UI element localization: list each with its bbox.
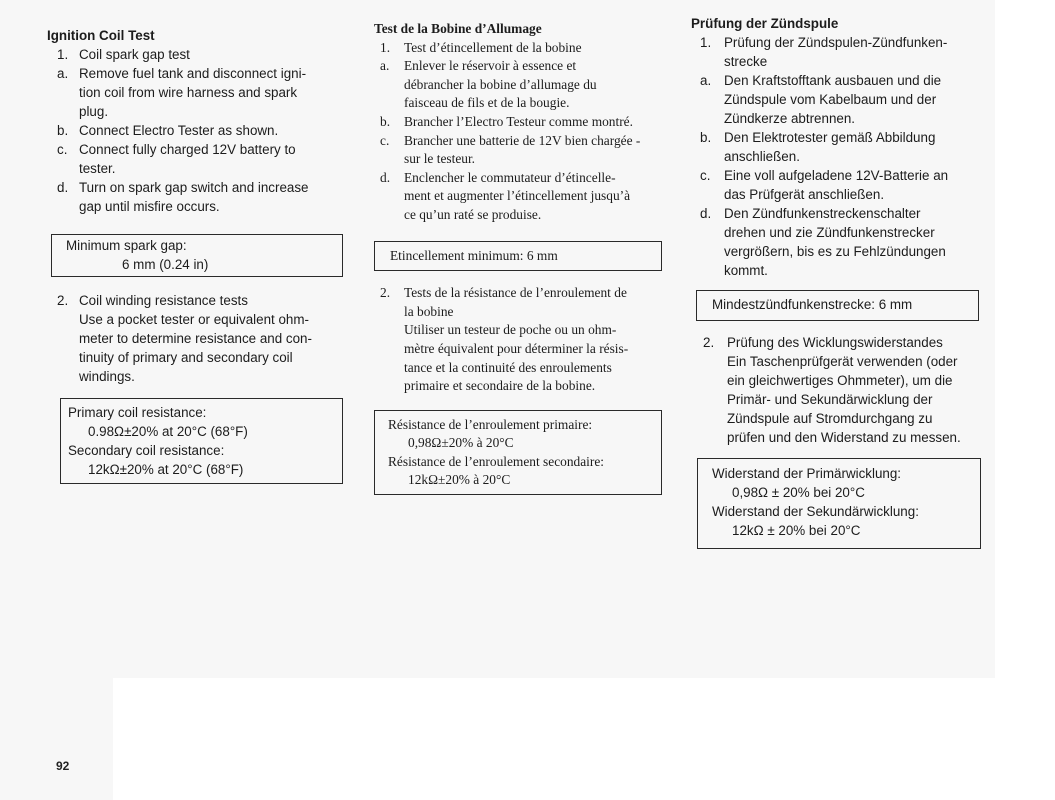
step-line: Zündspule auf Stromdurchgang zu [727, 411, 933, 426]
sub-letter: a. [700, 73, 712, 88]
primary-label: Widerstand der Primärwicklung: [712, 466, 902, 481]
step-line: ein gleichwertiges Ohmmeter), um die [727, 373, 953, 388]
step-line: tance et la continuité des enroulements [404, 359, 612, 375]
sub-line: Connect Electro Tester as shown. [79, 123, 279, 138]
sub-line: faisceau de fils et de la bougie. [404, 95, 570, 111]
sub-letter: a. [57, 66, 69, 81]
french-sub-d [374, 169, 666, 225]
sub-line: sur le testeur. [404, 151, 476, 167]
sub-line: Enclencher le commutateur d’étincelle- [404, 169, 616, 185]
english-title: Ignition Coil Test [47, 28, 155, 43]
page-margin-strip [0, 678, 113, 800]
sub-letter: d. [57, 180, 69, 195]
english-sub-c [47, 140, 347, 178]
sub-letter: b. [57, 123, 69, 138]
sub-line: kommt. [724, 263, 768, 278]
primary-label: Primary coil resistance: [68, 405, 207, 420]
sub-line: Den Elektrotester gemäß Abbildung [724, 130, 936, 145]
primary-value: 0.98Ω±20% at 20°C (68°F) [88, 424, 248, 439]
secondary-label: Secondary coil resistance: [68, 443, 225, 458]
sub-line: Connect fully charged 12V battery to [79, 142, 296, 157]
spec-text: Mindestzündfunkenstrecke: 6 mm [712, 297, 913, 312]
secondary-value: 12kΩ±20% at 20°C (68°F) [88, 462, 244, 477]
primary-value: 0,98Ω±20% à 20°C [408, 435, 514, 451]
step-number: 1. [700, 35, 712, 50]
german-column [691, 14, 983, 549]
german-spark-gap-spec-box [696, 290, 979, 321]
spec-value: 6 mm (0.24 in) [122, 257, 209, 272]
english-spark-gap-spec-box [51, 234, 343, 277]
step-line: Prüfung der Zündspulen-Zündfunken- [724, 35, 948, 50]
secondary-value: 12kΩ±20% à 20°C [408, 472, 511, 488]
step-number: 2. [380, 285, 391, 301]
sub-line: Turn on spark gap switch and increase [79, 180, 309, 195]
step-line: Primär- und Sekundärwicklung der [727, 392, 933, 407]
english-sub-b [47, 121, 347, 140]
sub-line: Eine voll aufgeladene 12V-Batterie an [724, 168, 949, 183]
french-title: Test de la Bobine d’Allumage [374, 21, 542, 36]
french-sub-c [374, 132, 666, 169]
sub-line: anschließen. [724, 149, 800, 164]
english-sub-d [47, 178, 347, 216]
german-step-1 [691, 33, 983, 71]
step-line: primaire et secondaire de la bobine. [404, 378, 596, 394]
french-column [374, 20, 666, 495]
german-step-2 [691, 333, 983, 447]
step-line: Use a pocket tester or equivalent ohm- [79, 312, 309, 327]
english-sub-a [47, 64, 347, 121]
primary-label: Résistance de l’enroulement primaire: [388, 416, 593, 432]
sub-line: Brancher une batterie de 12V bien chargée - [404, 132, 641, 148]
sub-letter: b. [380, 113, 391, 129]
english-step-2 [47, 291, 347, 386]
step-line: strecke [724, 54, 768, 69]
spec-label: Minimum spark gap: [66, 238, 187, 253]
french-spark-gap-spec-box [374, 241, 662, 272]
german-title: Prüfung der Zündspule [691, 16, 839, 31]
sub-line: drehen und zie Zündfunkenstrecker [724, 225, 935, 240]
sub-letter: c. [700, 168, 711, 183]
english-column [47, 18, 347, 484]
german-sub-d [691, 204, 983, 280]
english-step-1 [47, 45, 347, 64]
step-text: Test d’étincellement de la bobine [404, 39, 582, 55]
sub-line: Remove fuel tank and disconnect igni- [79, 66, 307, 81]
sub-line: Brancher l’Electro Testeur comme montré. [404, 113, 633, 129]
step-line: meter to determine resistance and con- [79, 331, 312, 346]
sub-letter: a. [380, 58, 390, 74]
french-sub-b [374, 113, 666, 132]
sub-line: vergrößern, bis es zu Fehlzündungen [724, 244, 946, 259]
step-line: mètre équivalent pour déterminer la résis- [404, 340, 629, 356]
sub-line: Zündspule vom Kabelbaum und der [724, 92, 937, 107]
sub-line: plug. [79, 104, 109, 119]
step-number: 2. [703, 335, 715, 350]
french-step-2 [374, 284, 666, 396]
page-number: 92 [56, 759, 70, 773]
step-line: prüfen und den Widerstand zu messen. [727, 430, 961, 445]
sub-letter: b. [700, 130, 712, 145]
primary-value: 0,98Ω ± 20% bei 20°C [732, 485, 865, 500]
sub-line: ce qu’un raté se produise. [404, 206, 542, 222]
sub-line: das Prüfgerät anschließen. [724, 187, 885, 202]
spec-text: Etincellement minimum: 6 mm [390, 247, 558, 263]
sub-line: Enlever le réservoir à essence et [404, 58, 577, 74]
german-sub-b [691, 128, 983, 166]
step-number: 1. [57, 47, 69, 62]
sub-line: Den Kraftstofftank ausbauen und die [724, 73, 942, 88]
step-text: Coil spark gap test [79, 47, 190, 62]
sub-line: débrancher la bobine d’allumage du [404, 76, 597, 92]
step-line: Prüfung des Wicklungswiderstandes [727, 335, 943, 350]
sub-letter: d. [700, 206, 712, 221]
french-step-1 [374, 39, 666, 58]
step-line: tinuity of primary and secondary coil [79, 350, 293, 365]
secondary-label: Widerstand der Sekundärwicklung: [712, 504, 919, 519]
step-line: Coil winding resistance tests [79, 293, 248, 308]
english-resistance-spec-box [60, 398, 343, 484]
secondary-label: Résistance de l’enroulement secondaire: [388, 453, 605, 469]
secondary-value: 12kΩ ± 20% bei 20°C [732, 523, 861, 538]
step-line: Tests de la résistance de l’enroulement de [404, 285, 627, 301]
step-line: windings. [79, 369, 135, 384]
sub-line: tester. [79, 161, 116, 176]
step-line: la bobine [404, 303, 454, 319]
step-number: 2. [57, 293, 69, 308]
german-sub-a [691, 71, 983, 128]
step-number: 1. [380, 39, 391, 55]
step-line: Ein Taschenprüfgerät verwenden (oder [727, 354, 958, 369]
sub-letter: c. [57, 142, 68, 157]
german-sub-c [691, 166, 983, 204]
german-resistance-spec-box [697, 458, 981, 549]
sub-line: tion coil from wire harness and spark [79, 85, 298, 100]
sub-line: gap until misfire occurs. [79, 199, 220, 214]
french-resistance-spec-box [374, 410, 662, 495]
french-sub-a [374, 57, 666, 113]
sub-line: ment et augmenter l’étincellement jusqu’à [404, 188, 631, 204]
sub-line: Zündkerze abtrennen. [724, 111, 856, 126]
sub-line: Den Zündfunkenstreckenschalter [724, 206, 921, 221]
sub-letter: c. [380, 132, 390, 148]
sub-letter: d. [380, 169, 391, 185]
step-line: Utiliser un testeur de poche ou un ohm- [404, 322, 617, 338]
